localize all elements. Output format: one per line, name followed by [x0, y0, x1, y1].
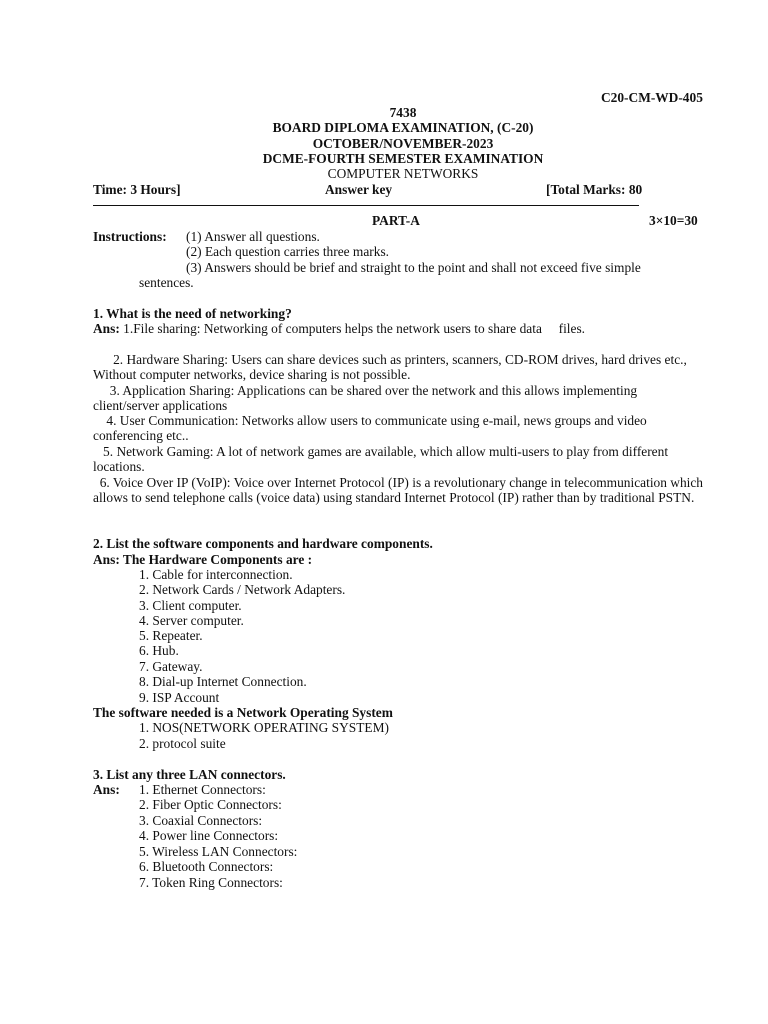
answer-1-item-3: 3. Application Sharing: Applications can be shared over the network and this allows implementing client/server applications	[93, 383, 641, 414]
hardware-item-2: 2. Network Cards / Network Adapters.	[139, 582, 346, 597]
part-scheme: 3×10=30	[649, 213, 698, 228]
exam-title: DCME-FOURTH SEMESTER EXAMINATION	[262, 151, 544, 166]
part-title: PART-A	[372, 213, 420, 228]
answer-1-item-5: 5. Network Gaming: A lot of network games are available, which allow multi-users to play from different locations.	[93, 444, 672, 475]
question-3: 3. List any three LAN connectors.	[93, 767, 286, 782]
time-label: Time: 3 Hours]	[93, 182, 181, 197]
lan-connector-4: 4. Power line Connectors:	[139, 828, 279, 843]
software-item-1: 1. NOS(NETWORK OPERATING SYSTEM)	[139, 720, 389, 735]
hardware-item-3: 3. Client computer.	[139, 598, 242, 613]
answer-key-label: Answer key	[325, 182, 393, 197]
answer-1-first	[93, 321, 585, 336]
hardware-item-1: 1. Cable for interconnection.	[139, 567, 293, 582]
hardware-item-7: 7. Gateway.	[139, 659, 203, 674]
lan-connector-7: 7. Token Ring Connectors:	[139, 875, 283, 890]
hardware-item-8: 8. Dial-up Internet Connection.	[139, 674, 307, 689]
subject-title: COMPUTER NETWORKS	[327, 166, 479, 181]
total-marks-label: [Total Marks: 80	[546, 182, 643, 197]
header-divider	[93, 205, 639, 206]
board-title: BOARD DIPLOMA EXAMINATION, (C-20)	[272, 120, 534, 135]
hardware-item-6: 6. Hub.	[139, 643, 179, 658]
lan-connector-6: 6. Bluetooth Connectors:	[139, 859, 274, 874]
answer-3-label: Ans:	[93, 782, 120, 797]
answer-1-item-4: 4. User Communication: Networks allow users to communicate using e-mail, news groups and video conferencing etc..	[93, 413, 651, 444]
answer-1-item-2: 2. Hardware Sharing: Users can share devices such as printers, scanners, CD-ROM drives, hard drives etc., Without computer networks, device sharing is not possible.	[93, 352, 690, 383]
answer-label: Ans:	[93, 321, 120, 336]
instruction-2: (2) Each question carries three marks.	[186, 244, 390, 259]
paper-number: 7438	[389, 105, 417, 120]
instruction-3-cont: sentences.	[139, 275, 194, 290]
lan-connector-3: 3. Coaxial Connectors:	[139, 813, 263, 828]
answer-1-item-1: 1.File sharing: Networking of computers helps the network users to share data files.	[123, 321, 586, 336]
paper-code: C20-CM-WD-405	[601, 90, 703, 105]
instruction-3: (3) Answers should be brief and straight to the point and shall not exceed five simple	[186, 260, 641, 275]
software-heading: The software needed is a Network Operating System	[93, 705, 393, 720]
exam-session: OCTOBER/NOVEMBER-2023	[312, 136, 494, 151]
instructions-label: Instructions:	[93, 229, 167, 244]
hardware-item-4: 4. Server computer.	[139, 613, 244, 628]
question-2: 2. List the software components and hardware components.	[93, 536, 433, 551]
answer-2-heading: Ans: The Hardware Components are :	[93, 552, 313, 567]
answer-1-item-6: 6. Voice Over IP (VoIP): Voice over Internet Protocol (IP) is a revolutionary change in telecommunication which allows to send telephone calls (voice data) using standard Internet Protocol (IP) rather than by traditional PSTN.	[93, 475, 707, 506]
software-item-2: 2. protocol suite	[139, 736, 226, 751]
instruction-1: (1) Answer all questions.	[186, 229, 320, 244]
lan-connector-5: 5. Wireless LAN Connectors:	[139, 844, 298, 859]
lan-connector-2: 2. Fiber Optic Connectors:	[139, 797, 282, 812]
question-1: 1. What is the need of networking?	[93, 306, 292, 321]
hardware-item-9: 9. ISP Account	[139, 690, 220, 705]
lan-connector-1: 1. Ethernet Connectors:	[139, 782, 266, 797]
hardware-item-5: 5. Repeater.	[139, 628, 203, 643]
